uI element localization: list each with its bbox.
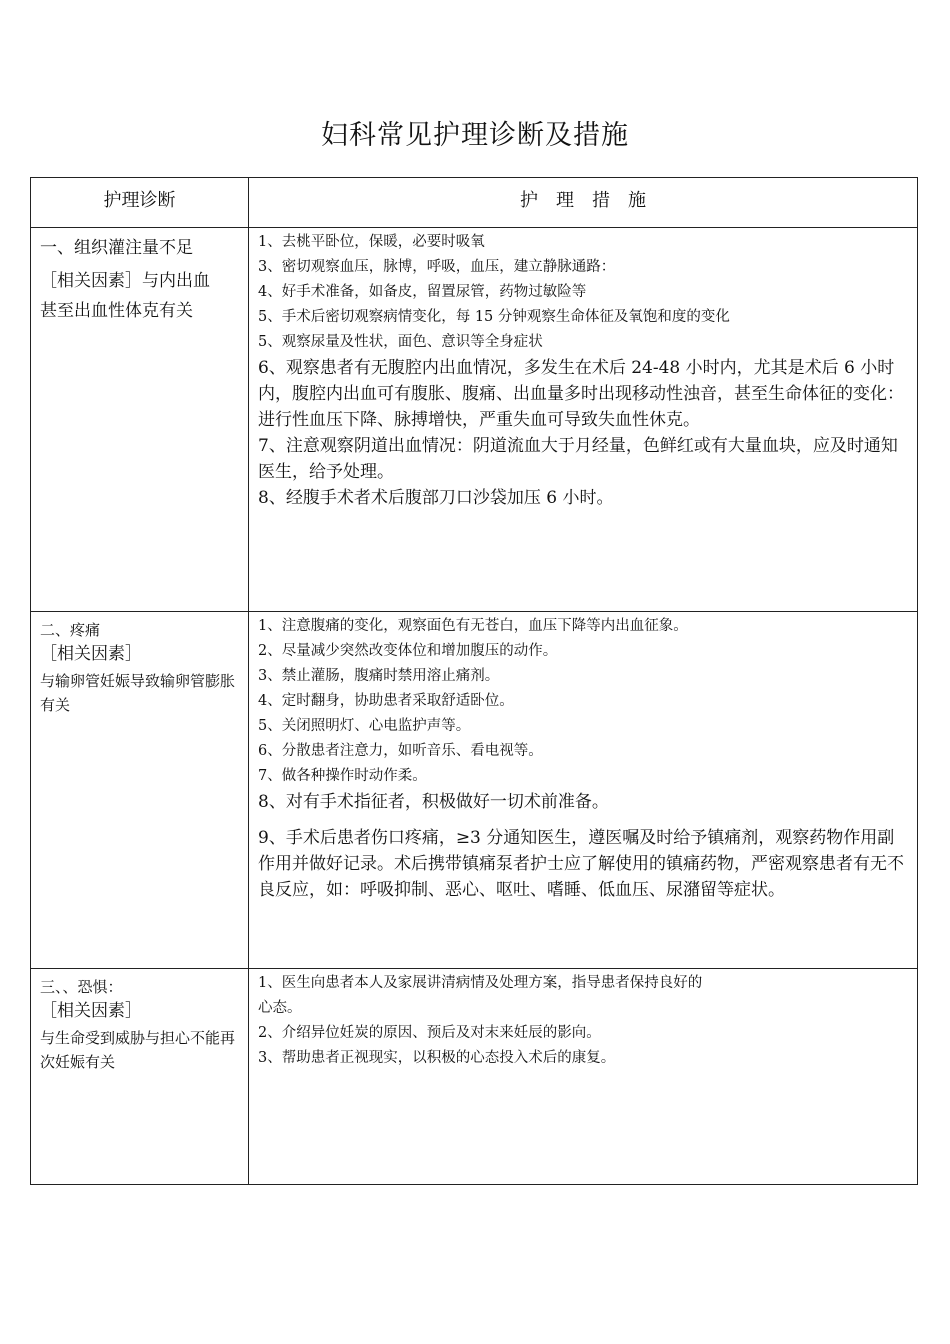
measure-item: 3、密切观察血压，脉博，呼吸，血压，建立静脉通路： <box>258 259 616 275</box>
header-diagnosis: 护理诊断 <box>103 190 176 211</box>
diagnosis-detail: 与输卵管妊娠导致输卵管膨胀有关 <box>40 672 236 714</box>
page-title: 妇科常见护理诊断及措施 <box>321 120 629 151</box>
diagnosis-detail: 甚至出血性体克有关 <box>40 301 193 321</box>
diagnosis-factor: ［相关因素］ <box>40 644 142 664</box>
measure-item: 2、介绍异位妊炭的原因、预后及对末来妊辰的影向。 <box>258 1025 601 1041</box>
diagnosis-detail: 与生命受到威胁与担心不能再次妊娠有关 <box>40 1029 236 1071</box>
measure-item: 3、禁止灌肠，腹痛时禁用溶止痛剂。 <box>258 668 500 684</box>
measure-item: 4、定时翻身，协助患者采取舒适卧位。 <box>258 693 514 709</box>
diagnosis-cell-1 <box>31 233 248 326</box>
row-divider <box>31 227 917 228</box>
row-divider <box>31 968 917 969</box>
row-divider <box>31 611 917 612</box>
diagnosis-cell-3 <box>31 975 248 1074</box>
measure-item: 1、注意腹痛的变化，观察面色有无苍白，血压下降等内出血征象。 <box>258 618 688 634</box>
diagnosis-factor: ［相关因素］与内出血 <box>40 271 210 291</box>
measure-item: 4、好手术准备，如备皮，留置尿管，药物过敏险等 <box>258 284 587 300</box>
measures-cell-3 <box>249 971 917 1071</box>
measure-item: 6、分散患者注意力，如听音乐、看电视等。 <box>258 743 543 759</box>
measure-item: 5、手术后密切观察病情变化，每 15 分钟观察生命体征及氧饱和度的变化 <box>258 309 730 325</box>
measure-item: 8、经腹手术者术后腹部刀口沙袋加压 6 小时。 <box>258 488 614 508</box>
measure-item: 8、对有手术指征者，积极做好一切术前准备。 <box>258 792 609 812</box>
measure-item: 心态。 <box>258 1000 302 1016</box>
measure-item: 2、尽量减少突然改变体位和增加腹压的动作。 <box>258 643 558 659</box>
diagnosis-cell-2 <box>31 618 248 717</box>
measure-item: 3、帮助患者正视现实，以积极的心态投入术后的康复。 <box>258 1050 616 1066</box>
diagnosis-factor: ［相关因素］ <box>40 1001 142 1021</box>
measure-item: 1、医生向患者本人及家展讲清病情及处理方案，指导患者保持良好的 <box>258 975 703 991</box>
measures-cell-2 <box>249 614 917 903</box>
measure-item: 6、观察患者有无腹腔内出血情况，多发生在术后 24-48 小时内，尤其是术后 6 小时内，腹腔内出血可有腹胀、腹痛、出血量多时出现移动性浊音，甚至生命体征的变化：进行性血压下降、脉搏增快，严重失血可导致失血性休克。 <box>258 358 904 430</box>
header-measures: 护 理 措 施 <box>520 190 646 211</box>
measure-item: 7、注意观察阴道出血情况：阴道流血大于月经量，色鲜红或有大量血块，应及时通知医生，给予处理。 <box>258 436 898 482</box>
measure-item: 5、关闭照明灯、心电监护声等。 <box>258 718 471 734</box>
diagnosis-title: 一、组织灌注量不足 <box>40 238 193 258</box>
nursing-table <box>30 177 918 1185</box>
measure-item: 1、去桃平卧位，保暖，必要时吸氧 <box>258 234 485 250</box>
measure-item: 9、手术后患者伤口疼痛，≥3 分通知医生，遵医嘱及时给予镇痛剂，观察药物作用副作用并做好记录。术后携带镇痛泵者护士应了解使用的镇痛药物，严密观察患者有无不良反应，如：呼吸抑制、恶心、呕吐、嗜睡、低血压、尿潴留等症状。 <box>258 828 904 900</box>
diagnosis-title: 三、、恐惧： <box>40 978 123 996</box>
measure-item: 5、观察尿量及性状，面色、意识等全身症状 <box>258 334 543 350</box>
measures-cell-1 <box>249 230 917 511</box>
diagnosis-title: 二、疼痛 <box>40 621 101 639</box>
measure-item: 7、做各种操作时动作柔。 <box>258 768 427 784</box>
